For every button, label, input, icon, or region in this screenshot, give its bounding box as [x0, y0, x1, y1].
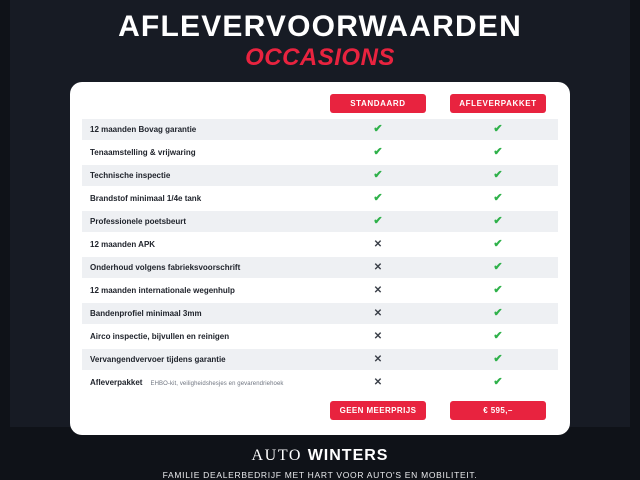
feature-label: Airco inspectie, bijvullen en reinigen [82, 326, 318, 347]
cross-icon: ✕ [373, 261, 383, 273]
check-icon: ✔ [373, 123, 383, 135]
right-edge-bar [630, 0, 640, 427]
standaard-mark-cell [318, 280, 438, 301]
standaard-price-badge: GEEN MEERPRIJS [330, 401, 426, 420]
check-icon: ✔ [493, 261, 503, 273]
feature-label: Technische inspectie [82, 165, 318, 186]
afleverpakket-mark-cell [438, 165, 558, 186]
table-foot [82, 395, 558, 421]
table-row [82, 188, 558, 209]
cross-icon: ✕ [373, 330, 383, 342]
left-edge-bar [0, 0, 10, 427]
cross-icon: ✕ [373, 353, 383, 365]
poster-header [118, 12, 522, 70]
standaard-mark-cell [318, 211, 438, 232]
table-row [82, 326, 558, 347]
afleverpakket-mark-cell [438, 349, 558, 370]
table-row [82, 119, 558, 140]
afleverpakket-mark-cell [438, 303, 558, 324]
table-head [82, 94, 558, 117]
check-icon: ✔ [493, 238, 503, 250]
cross-icon: ✕ [373, 238, 383, 250]
table-row [82, 280, 558, 301]
brand-name [163, 447, 478, 465]
table-header-row [82, 94, 558, 117]
table-row [82, 234, 558, 255]
standaard-mark-cell [318, 142, 438, 163]
check-icon: ✔ [373, 169, 383, 181]
check-icon: ✔ [493, 146, 503, 158]
cross-icon: ✕ [373, 376, 383, 388]
standaard-mark-cell [318, 326, 438, 347]
feature-label: Professionele poetsbeurt [82, 211, 318, 232]
table-row [82, 257, 558, 278]
afleverpakket-mark-cell [438, 280, 558, 301]
feature-note: EHBO-kit, veiligheidshesjes en gevarendriehoek [150, 381, 284, 387]
standaard-mark-cell [318, 349, 438, 370]
feature-label: Bandenprofiel minimaal 3mm [82, 303, 318, 324]
standaard-mark-cell [318, 303, 438, 324]
feature-label: 12 maanden internationale wegenhulp [82, 280, 318, 301]
afleverpakket-mark-cell [438, 119, 558, 140]
table-body [82, 119, 558, 393]
page-title: AFLEVERVOORWAARDEN [118, 10, 522, 43]
table-footer-row [82, 395, 558, 421]
standaard-mark-cell [318, 188, 438, 209]
standaard-mark-cell [318, 234, 438, 255]
standaard-price-cell [318, 395, 438, 421]
check-icon: ✔ [373, 192, 383, 204]
check-icon: ✔ [493, 169, 503, 181]
table-row [82, 165, 558, 186]
column-header-afleverpakket [438, 94, 558, 117]
check-icon: ✔ [493, 353, 503, 365]
check-icon: ✔ [493, 192, 503, 204]
feature-label-text: Afleverpakket [90, 378, 143, 387]
feature-label [82, 372, 318, 393]
standaard-mark-cell [318, 119, 438, 140]
table-row [82, 349, 558, 370]
table-row [82, 142, 558, 163]
poster-footer [163, 447, 478, 480]
comparison-card [70, 82, 570, 435]
standaard-badge: STANDAARD [330, 94, 426, 113]
page-subtitle: OCCASIONS [245, 44, 395, 71]
afleverpakket-badge: AFLEVERPAKKET [450, 94, 546, 113]
afleverpakket-mark-cell [438, 372, 558, 393]
check-icon: ✔ [493, 307, 503, 319]
feature-label: Tenaamstelling & vrijwaring [82, 142, 318, 163]
check-icon: ✔ [373, 215, 383, 227]
check-icon: ✔ [493, 376, 503, 388]
cross-icon: ✕ [373, 284, 383, 296]
feature-label: Onderhoud volgens fabrieksvoorschrift [82, 257, 318, 278]
footer-spacer [82, 395, 318, 421]
feature-label: 12 maanden Bovag garantie [82, 119, 318, 140]
brand-name-light: AUTO [251, 447, 308, 464]
brand-name-bold: WINTERS [307, 447, 389, 464]
afleverpakket-mark-cell [438, 211, 558, 232]
feature-label: 12 maanden APK [82, 234, 318, 255]
column-header-standaard [318, 94, 438, 117]
standaard-mark-cell [318, 257, 438, 278]
check-icon: ✔ [493, 330, 503, 342]
afleverpakket-mark-cell [438, 142, 558, 163]
check-icon: ✔ [493, 215, 503, 227]
check-icon: ✔ [373, 146, 383, 158]
afleverpakket-mark-cell [438, 188, 558, 209]
standaard-mark-cell [318, 372, 438, 393]
afleverpakket-mark-cell [438, 257, 558, 278]
afleverpakket-mark-cell [438, 234, 558, 255]
standaard-mark-cell [318, 165, 438, 186]
afleverpakket-price-cell [438, 395, 558, 421]
table-row [82, 303, 558, 324]
cross-icon: ✕ [373, 307, 383, 319]
afleverpakket-price-badge: € 595,– [450, 401, 546, 420]
column-header-feature [82, 94, 318, 117]
comparison-table [82, 92, 558, 423]
brand-tagline: FAMILIE DEALERBEDRIJF MET HART VOOR AUTO'S EN MOBILITEIT. [162, 470, 478, 480]
feature-label: Brandstof minimaal 1/4e tank [82, 188, 318, 209]
check-icon: ✔ [493, 284, 503, 296]
feature-label: Vervangendvervoer tijdens garantie [82, 349, 318, 370]
table-row [82, 372, 558, 393]
table-row [82, 211, 558, 232]
check-icon: ✔ [493, 123, 503, 135]
afleverpakket-mark-cell [438, 326, 558, 347]
